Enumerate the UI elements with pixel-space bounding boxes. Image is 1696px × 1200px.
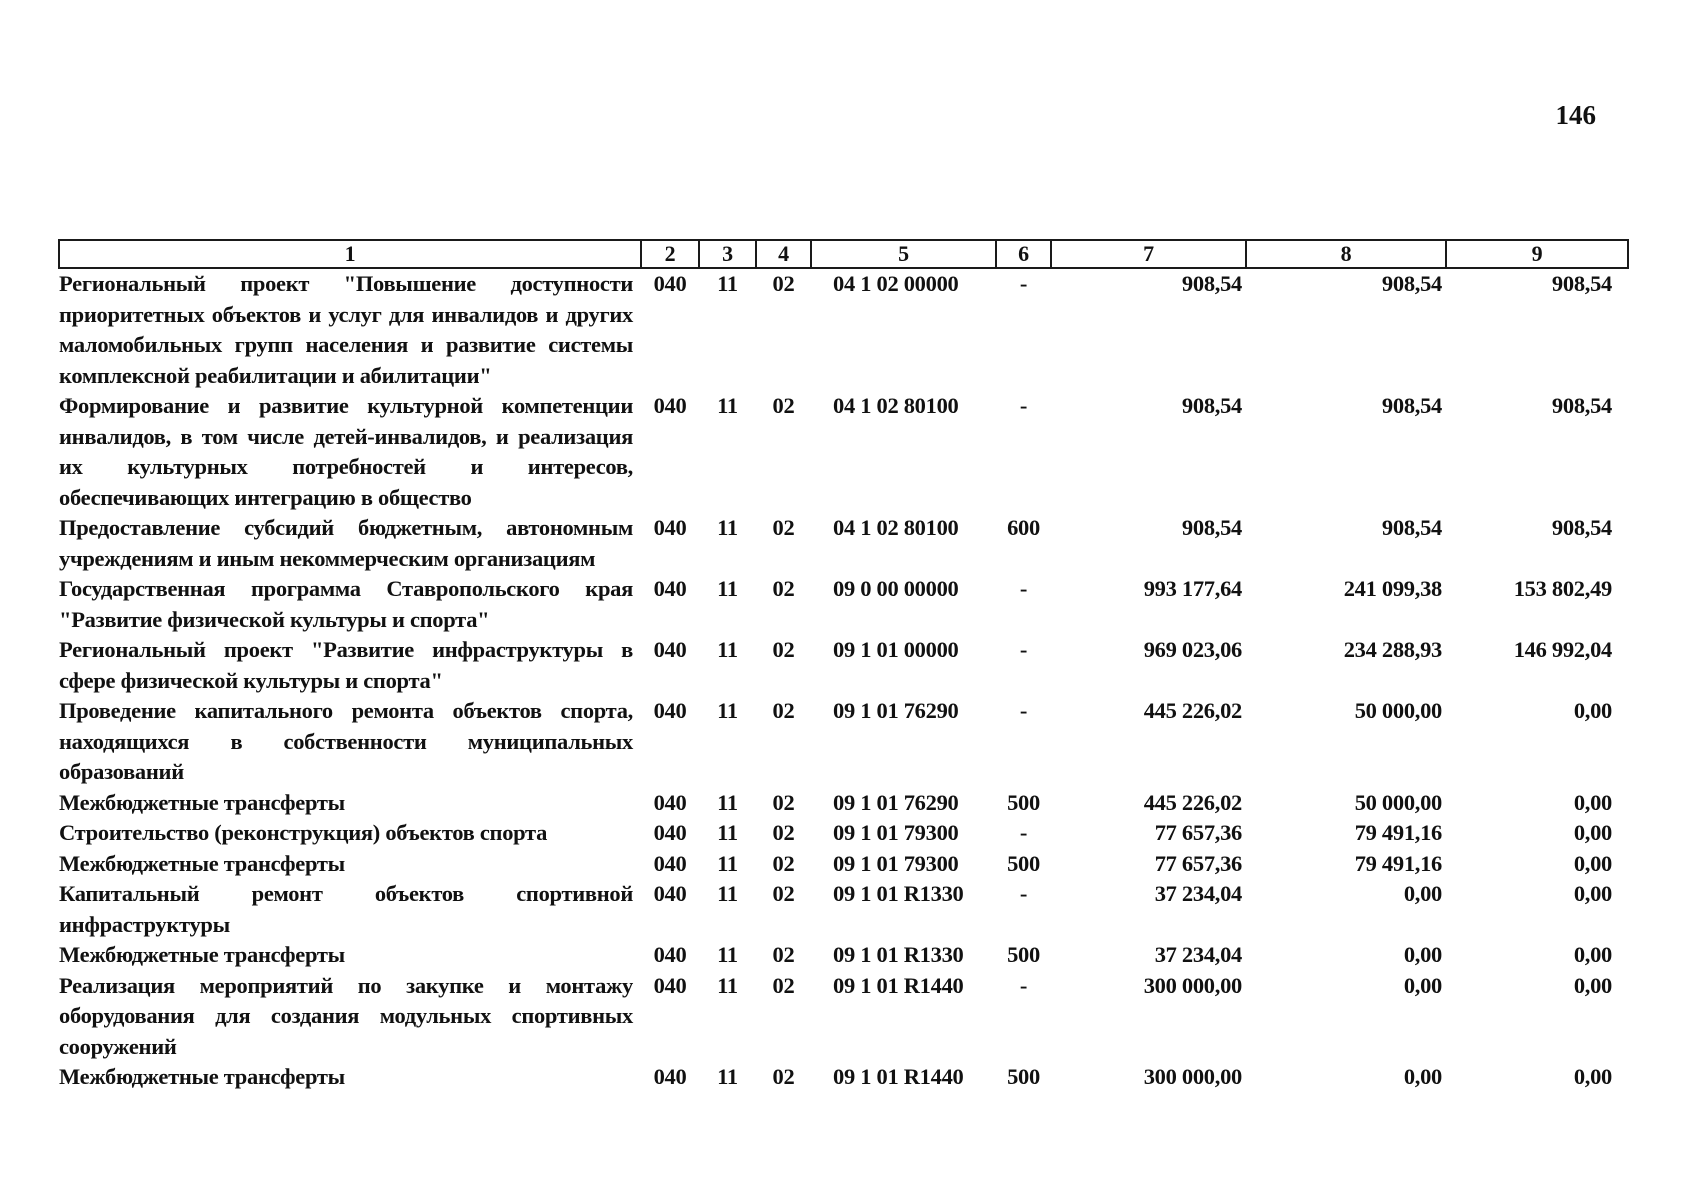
page-number: 146 — [1555, 100, 1596, 130]
section-code: 11 — [717, 637, 738, 662]
amount-col-7: 77 657,36 — [1154, 850, 1242, 876]
expense-type-code: 500 — [1007, 942, 1040, 967]
header-col-6: 6 — [996, 240, 1051, 268]
section-code: 11 — [717, 576, 738, 601]
section-code: 11 — [717, 393, 738, 418]
target-article-code: 09 1 01 R1330 — [833, 881, 964, 906]
target-article-code: 09 0 00 00000 — [833, 576, 959, 601]
expense-type-code: 500 — [1007, 1064, 1040, 1089]
amount-col-8: 0,00 — [1403, 942, 1442, 967]
amount-col-7: 300 000,00 — [1143, 1064, 1242, 1089]
ministry-code: 040 — [653, 271, 687, 296]
section-code: 11 — [717, 1064, 738, 1089]
subsection-code: 02 — [772, 1064, 795, 1089]
subsection-code: 02 — [772, 850, 795, 876]
row-name: Межбюджетные трансферты — [59, 789, 345, 815]
row-name: Реализация мероприятий по закупке и монтажу оборудования для создания модульных спортивных сооружений — [59, 972, 633, 1059]
amount-col-7: 969 023,06 — [1143, 637, 1242, 662]
ministry-code: 040 — [653, 515, 687, 540]
amount-col-9: 0,00 — [1573, 789, 1612, 815]
amount-col-8: 0,00 — [1403, 881, 1442, 906]
amount-col-7: 908,54 — [1181, 393, 1242, 418]
subsection-code: 02 — [772, 820, 795, 845]
amount-col-7: 37 234,04 — [1154, 942, 1242, 967]
subsection-code: 02 — [772, 515, 795, 540]
header-col-3: 3 — [699, 240, 756, 268]
table-row — [59, 849, 1628, 880]
expense-type-code: - — [1019, 972, 1028, 998]
table-row — [59, 696, 1628, 788]
header-col-2: 2 — [641, 240, 699, 268]
row-name: Межбюджетные трансферты — [59, 942, 345, 967]
amount-col-7: 908,54 — [1181, 515, 1242, 540]
subsection-code: 02 — [772, 789, 795, 815]
subsection-code: 02 — [772, 576, 795, 601]
expense-type-code: - — [1019, 271, 1028, 296]
amount-col-9: 146 992,04 — [1513, 637, 1612, 662]
amount-col-9: 0,00 — [1573, 820, 1612, 845]
amount-col-9: 153 802,49 — [1513, 576, 1612, 601]
ministry-code: 040 — [653, 637, 687, 662]
target-article-code: 09 1 01 R1440 — [833, 972, 964, 998]
subsection-code: 02 — [772, 942, 795, 967]
row-name: Региональный проект "Развитие инфраструктуры в сфере физической культуры и спорта" — [59, 637, 633, 693]
row-name: Региональный проект "Повышение доступности приоритетных объектов и услуг для инвалидов и других маломобильных групп населения и развитие системы комплексной реабилитации и абилитации" — [59, 271, 633, 388]
amount-col-9: 908,54 — [1551, 393, 1612, 418]
amount-col-9: 0,00 — [1573, 881, 1612, 906]
target-article-code: 04 1 02 00000 — [833, 271, 959, 296]
table-row — [59, 391, 1628, 513]
table-row — [59, 574, 1628, 635]
target-article-code: 09 1 01 79300 — [833, 820, 959, 845]
target-article-code: 09 1 01 79300 — [833, 850, 959, 876]
header-row — [59, 240, 1628, 268]
header-col-5: 5 — [811, 240, 996, 268]
amount-col-8: 50 000,00 — [1354, 789, 1442, 815]
row-name: Проведение капитального ремонта объектов спорта, находящихся в собственности муниципальных образований — [59, 698, 633, 784]
ministry-code: 040 — [653, 698, 687, 723]
section-code: 11 — [717, 698, 738, 723]
budget-table — [58, 239, 1629, 1093]
table-row — [59, 940, 1628, 971]
row-name: Формирование и развитие культурной компетенции инвалидов, в том числе детей-инвалидов, и реализация их культурных потребностей и интересов, обеспечивающих интеграцию в общество — [59, 393, 633, 510]
header-col-7: 7 — [1051, 240, 1246, 268]
target-article-code: 04 1 02 80100 — [833, 515, 959, 540]
ministry-code: 040 — [653, 1064, 687, 1089]
ministry-code: 040 — [653, 942, 687, 967]
row-name: Предоставление субсидий бюджетным, автономным учреждениям и иным некоммерческим организациям — [59, 515, 633, 571]
target-article-code: 04 1 02 80100 — [833, 393, 959, 418]
section-code: 11 — [717, 942, 738, 967]
expense-type-code: - — [1019, 393, 1028, 418]
header-col-4: 4 — [756, 240, 811, 268]
header-col-8: 8 — [1246, 240, 1446, 268]
expense-type-code: - — [1019, 637, 1028, 662]
target-article-code: 09 1 01 76290 — [833, 789, 959, 815]
target-article-code: 09 1 01 R1440 — [833, 1064, 964, 1089]
amount-col-8: 0,00 — [1403, 972, 1442, 998]
subsection-code: 02 — [772, 637, 795, 662]
ministry-code: 040 — [653, 972, 687, 998]
table-row — [59, 1062, 1628, 1093]
amount-col-7: 993 177,64 — [1143, 576, 1242, 601]
table-row — [59, 788, 1628, 819]
ministry-code: 040 — [653, 393, 687, 418]
amount-col-9: 0,00 — [1573, 698, 1612, 723]
header-col-1: 1 — [59, 240, 641, 268]
amount-col-7: 908,54 — [1181, 271, 1242, 296]
amount-col-8: 241 099,38 — [1343, 576, 1442, 601]
expense-type-code: - — [1019, 576, 1028, 601]
header-col-9: 9 — [1446, 240, 1628, 268]
amount-col-8: 0,00 — [1403, 1064, 1442, 1089]
amount-col-7: 300 000,00 — [1143, 972, 1242, 998]
subsection-code: 02 — [772, 393, 795, 418]
amount-col-9: 0,00 — [1573, 850, 1612, 876]
expense-type-code: - — [1019, 881, 1028, 906]
table-row — [59, 513, 1628, 574]
section-code: 11 — [717, 515, 738, 540]
section-code: 11 — [717, 789, 738, 815]
section-code: 11 — [717, 820, 738, 845]
expense-type-code: 600 — [1007, 515, 1040, 540]
subsection-code: 02 — [772, 271, 795, 296]
section-code: 11 — [717, 972, 738, 998]
amount-col-8: 908,54 — [1381, 515, 1442, 540]
amount-col-8: 79 491,16 — [1354, 850, 1442, 876]
subsection-code: 02 — [772, 881, 795, 906]
amount-col-8: 79 491,16 — [1354, 820, 1442, 845]
amount-col-8: 50 000,00 — [1354, 698, 1442, 723]
table-row — [59, 635, 1628, 696]
section-code: 11 — [717, 850, 738, 876]
amount-col-9: 0,00 — [1573, 942, 1612, 967]
row-name: Строительство (реконструкция) объектов спорта — [59, 820, 548, 845]
target-article-code: 09 1 01 76290 — [833, 698, 959, 723]
table-header — [59, 240, 1628, 268]
amount-col-8: 234 288,93 — [1343, 637, 1442, 662]
row-name: Межбюджетные трансферты — [59, 850, 345, 876]
amount-col-8: 908,54 — [1381, 393, 1442, 418]
target-article-code: 09 1 01 R1330 — [833, 942, 964, 967]
ministry-code: 040 — [653, 576, 687, 601]
amount-col-7: 37 234,04 — [1154, 881, 1242, 906]
ministry-code: 040 — [653, 850, 687, 876]
expense-type-code: 500 — [1007, 850, 1040, 876]
amount-col-9: 908,54 — [1551, 271, 1612, 296]
table-row — [59, 971, 1628, 1063]
section-code: 11 — [717, 881, 738, 906]
subsection-code: 02 — [772, 698, 795, 723]
ministry-code: 040 — [653, 881, 687, 906]
amount-col-9: 908,54 — [1551, 515, 1612, 540]
amount-col-7: 445 226,02 — [1143, 698, 1242, 723]
amount-col-7: 77 657,36 — [1154, 820, 1242, 845]
table-body — [59, 268, 1628, 1093]
ministry-code: 040 — [653, 820, 687, 845]
expense-type-code: 500 — [1007, 789, 1040, 815]
target-article-code: 09 1 01 00000 — [833, 637, 959, 662]
table-row — [59, 879, 1628, 940]
row-name: Государственная программа Ставропольского края "Развитие физической культуры и спорта" — [59, 576, 633, 632]
row-name: Межбюджетные трансферты — [59, 1064, 345, 1089]
amount-col-7: 445 226,02 — [1143, 789, 1242, 815]
ministry-code: 040 — [653, 789, 687, 815]
amount-col-9: 0,00 — [1573, 1064, 1612, 1089]
table-row — [59, 268, 1628, 391]
expense-type-code: - — [1019, 698, 1028, 723]
row-name: Капитальный ремонт объектов спортивной инфраструктуры — [59, 881, 633, 937]
amount-col-9: 0,00 — [1573, 972, 1612, 998]
table-row — [59, 818, 1628, 849]
section-code: 11 — [717, 271, 738, 296]
amount-col-8: 908,54 — [1381, 271, 1442, 296]
expense-type-code: - — [1019, 820, 1028, 845]
subsection-code: 02 — [772, 972, 795, 998]
